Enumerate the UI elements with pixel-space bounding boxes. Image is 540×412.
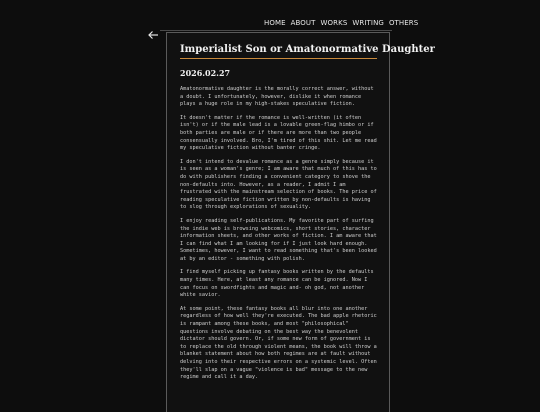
post-paragraph-1: Amatonormative daughter is the morally correct answer, without a doubt. I unfortunately, however, dislike it when romance plays a huge role in my high-stakes speculative fiction. (180, 86, 374, 108)
post-paragraph-4: I enjoy reading self-publications. My favorite part of surfing the indie web is browsing webcomics, short stories, character information sheets, and other works of fiction. I am aware that I can find what I am looking for if I just look hard enough. Sometimes, however, I want to read something that's been looked at by an editor - something with polish. (180, 217, 377, 262)
post-paragraph-3: I don't intend to devalue romance as a genre simply because it is seen as a woman's genre; I am aware that much of this has to do with publishers finding a convenient category to shove the non-defaults into. However, as a reader, I admit I am frustrated with the mainstream selection of books. The price of reading speculative fiction written by non-defaults is having to slog through explorations of sexuality. (180, 158, 377, 211)
top-nav (264, 19, 418, 27)
back-button[interactable] (146, 27, 160, 41)
nav-works[interactable]: WORKS (320, 19, 348, 27)
post-paragraph-6: At some point, these fantasy books all blur into one another regardless of how well they're executed. The bad apple rhetoric is rampant among these books, and most "philosophical" questions involve debating on the best way the benevolent dictator should govern. Or, if some new form of government is to replace the old through violent means, the book will throw a blanket statement about how both regimes are at fault without delving into their respective errors on a systemic level. Often they'll slap on a vague "violence is bad" message to the new regime and call it a day. (180, 305, 377, 381)
post-date: 2026.02.27 (180, 68, 231, 78)
nav-about[interactable]: ABOUT (290, 19, 316, 27)
left-arrow-icon (146, 28, 160, 42)
title-underline (180, 58, 377, 59)
nav-divider (160, 30, 392, 31)
nav-home[interactable]: HOME (264, 19, 286, 27)
post-paragraph-5: I find myself picking up fantasy books written by the defaults many times. Here, at least any romance can be ignored. Now I can focus on swordfights and magic and- oh god, not another white savior. (180, 269, 374, 299)
post-paragraph-2: It doesn't matter if the romance is well-written (it often isn't) or if the male lead is a lovable green-flag himbo or if both parties are male or if there are more than two people consensually involved. Bro, I'm tired of this shit. Let me read my speculative fiction without banter cringe. (180, 114, 377, 152)
post-card (166, 32, 435, 412)
post-title: Imperialist Son or Amatonormative Daughter (180, 44, 435, 55)
nav-writing[interactable]: WRITING (352, 19, 384, 27)
nav-others[interactable]: OTHERS (388, 19, 419, 27)
